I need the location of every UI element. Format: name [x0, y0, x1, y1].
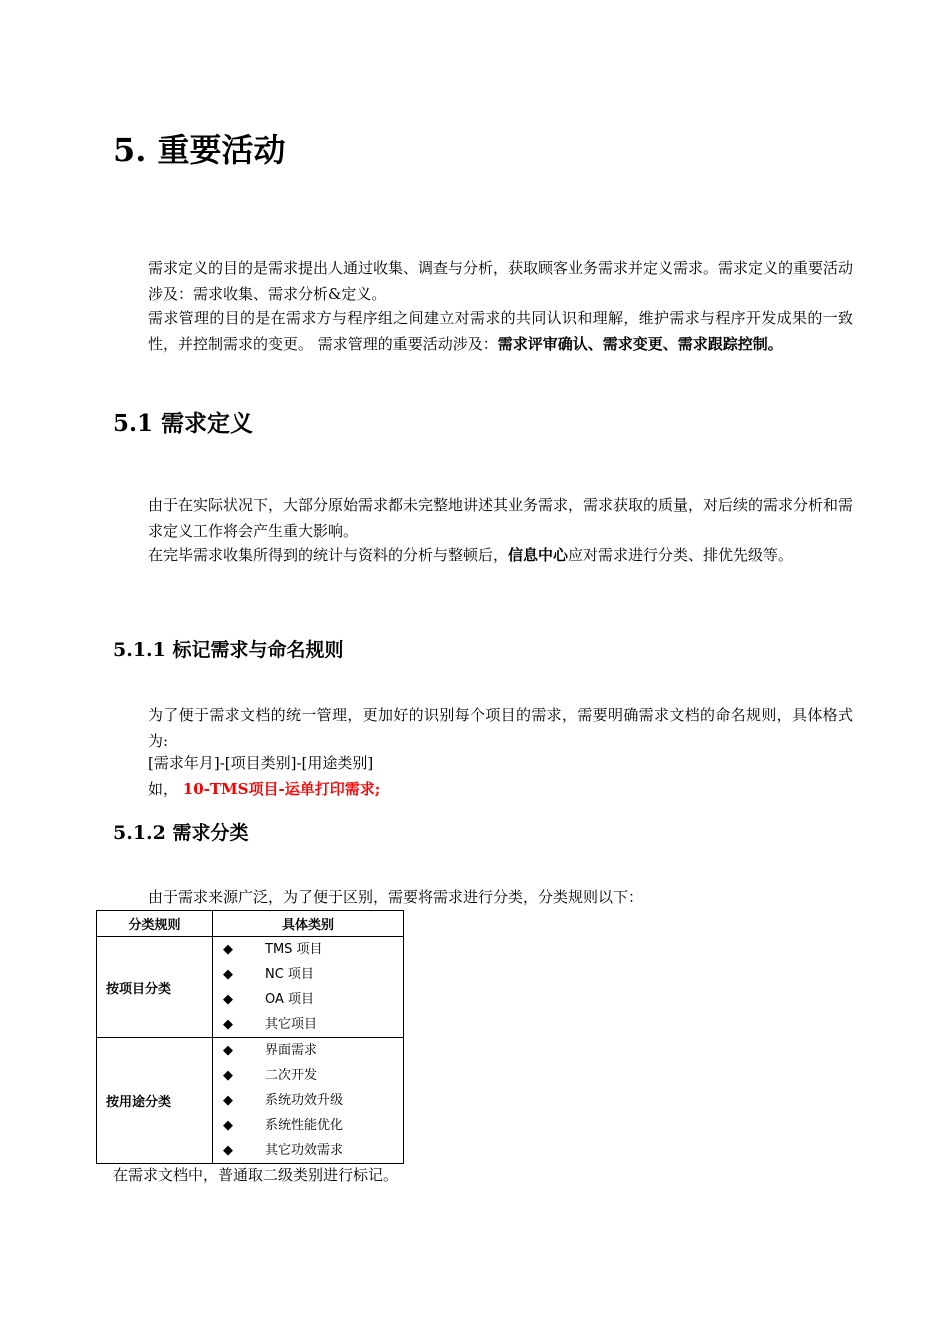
list-item-label: TMS 项目	[265, 942, 323, 957]
section-5-1-2-paragraph: 由于需求来源广泛，为了便于区别，需要将需求进行分类，分类规则以下：	[148, 888, 644, 906]
section-5-1-1-paragraph: 为了便于需求文档的统一管理，更加好的识别每个项目的需求，需要明确需求文档的命名规则，具体格式为:	[148, 706, 853, 750]
section-5-1-paragraph-1: 由于在实际状况下，大部分原始需求都未完整地讲述其业务需求，需求获取的质量，对后续的需求分析和需求定义工作将会产生重大影响。	[148, 496, 854, 540]
diamond-bullet-icon: ◆	[223, 992, 233, 1007]
intro-paragraph-2-text: 需求管理的目的是在需求方与程序组之间建立对需求的共同认识和理解，维护需求与程序开发成果的一致性，并控制需求的变更。 需求管理的重要活动涉及：	[148, 309, 853, 353]
list-item-label: OA 项目	[265, 992, 315, 1007]
list-item-label: 系统功效升级	[265, 1093, 344, 1108]
table-row	[97, 1038, 404, 1164]
diamond-bullet-icon: ◆	[223, 1017, 233, 1032]
list-item-label: 界面需求	[265, 1043, 318, 1058]
naming-example-lead: 如，	[148, 780, 179, 798]
list-item-label: 其它项目	[265, 1017, 318, 1032]
list-item	[213, 1012, 403, 1037]
diamond-bullet-icon: ◆	[223, 942, 233, 957]
table-footer-note: 在需求文档中，普通取二级类别进行标记。	[113, 1166, 399, 1184]
list-item-label: 其它功效需求	[265, 1143, 344, 1158]
list-item	[213, 987, 403, 1012]
section-5-1-paragraph-2-lead: 在完毕需求收集所得到的统计与资料的分析与整顿后，	[148, 546, 509, 564]
section-5-1-paragraph-2	[113, 542, 853, 568]
classification-table	[96, 910, 404, 1164]
intro-paragraph-2-bold: 需求评审确认、需求变更、需求跟踪控制。	[497, 335, 783, 353]
diamond-bullet-icon: ◆	[223, 1118, 233, 1133]
group-name: 按项目分类	[97, 937, 213, 1038]
table-header-category: 具体类别	[213, 911, 404, 937]
list-item	[213, 1063, 403, 1088]
group-items	[213, 937, 404, 1038]
diamond-bullet-icon: ◆	[223, 967, 233, 982]
table-header-rule: 分类规则	[97, 911, 213, 937]
intro-paragraph-1: 需求定义的目的是需求提出人通过收集、调查与分析，获取顾客业务需求并定义需求。需求定义的重要活动涉及：需求收集、需求分析&定义。	[148, 259, 854, 303]
list-item-label: 系统性能优化	[265, 1118, 344, 1133]
list-item-label: NC 项目	[265, 967, 314, 982]
list-item-label: 二次开发	[265, 1068, 318, 1083]
naming-format: [需求年月]-[项目类别]-[用途类别]	[148, 754, 374, 772]
section-5-1-2-heading: 5.1.2 需求分类	[113, 822, 249, 844]
list-item	[213, 962, 403, 987]
diamond-bullet-icon: ◆	[223, 1068, 233, 1083]
section-5-1-1-heading: 5.1.1 标记需求与命名规则	[113, 639, 344, 661]
naming-example	[113, 776, 853, 802]
diamond-bullet-icon: ◆	[223, 1043, 233, 1058]
group-name: 按用途分类	[97, 1038, 213, 1164]
section-5-1-heading: 5.1 需求定义	[113, 410, 254, 437]
section-5-1-paragraph-2-bold: 信息中心	[508, 546, 569, 564]
list-item	[213, 1138, 403, 1163]
intro-paragraph-2	[113, 305, 853, 357]
section-5-1-paragraph-2-tail: 应对需求进行分类、排优先级等。	[568, 546, 794, 564]
naming-example-value: 10-TMS项目-运单打印需求;	[182, 780, 381, 798]
table-header-row	[97, 911, 404, 937]
table-row	[97, 937, 404, 1038]
list-item	[213, 1038, 403, 1063]
list-item	[213, 937, 403, 962]
diamond-bullet-icon: ◆	[223, 1143, 233, 1158]
diamond-bullet-icon: ◆	[223, 1093, 233, 1108]
group-items	[213, 1038, 404, 1164]
list-item	[213, 1113, 403, 1138]
page-title: 5. 重要活动	[113, 131, 286, 169]
list-item	[213, 1088, 403, 1113]
